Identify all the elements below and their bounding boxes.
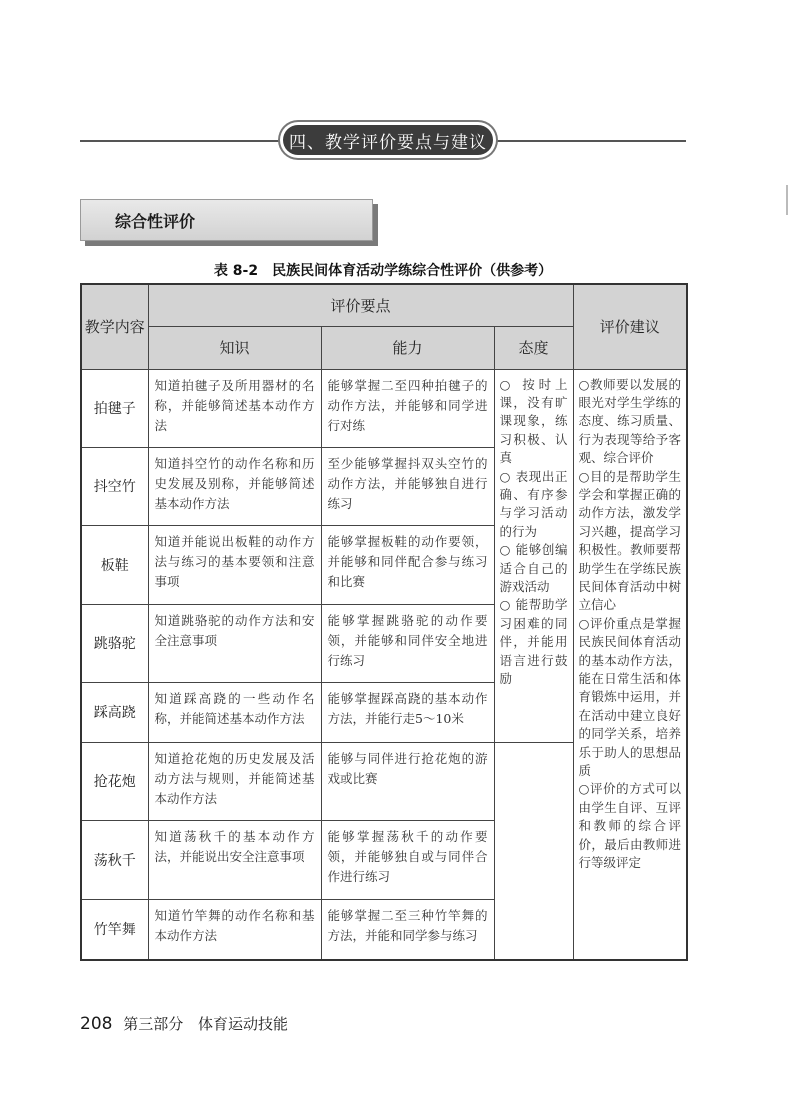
row-item: 板鞋 xyxy=(81,525,148,604)
row-ability: 能够与同伴进行抢花炮的游戏或比赛 xyxy=(321,742,494,820)
row-ability: 能够掌握二至四种拍毽子的动作方法，并能够和同学进行对练 xyxy=(321,369,494,447)
attitude-item: ○ 能够创编适合自己的游戏活动 xyxy=(499,542,568,594)
attitude-cell xyxy=(494,369,573,742)
row-knowledge: 知道拍毽子及所用器材的名称，并能够简述基本动作方法 xyxy=(148,369,321,447)
row-item: 抖空竹 xyxy=(81,447,148,525)
row-item: 竹竿舞 xyxy=(81,899,148,960)
table-row xyxy=(81,369,687,447)
row-ability: 至少能够掌握抖双头空竹的动作方法，并能够独自进行练习 xyxy=(321,447,494,525)
attitude-empty-cell xyxy=(494,742,573,960)
subsection-title: 综合性评价 xyxy=(115,211,196,231)
header-attitude: 态度 xyxy=(494,326,573,369)
row-knowledge: 知道踩高跷的一些动作名称，并能简述基本动作方法 xyxy=(148,682,321,742)
row-ability: 能够掌握二至三种竹竿舞的方法，并能和同学参与练习 xyxy=(321,899,494,960)
row-knowledge: 知道抖空竹的动作名称和历史发展及别称，并能够简述基本动作方法 xyxy=(148,447,321,525)
row-knowledge: 知道跳骆驼的动作方法和安全注意事项 xyxy=(148,604,321,682)
footer-part: 第三部分 xyxy=(123,1015,184,1033)
suggestion-item: ○目的是帮助学生学会和掌握正确的动作方法，激发学习兴趣，提高学习积极性。教师要帮助学生在学练民族民间体育活动中树立信心 xyxy=(578,468,682,613)
page-footer xyxy=(80,1013,288,1034)
section-title: 四、教学评价要点与建议 xyxy=(283,125,493,155)
header-knowledge: 知识 xyxy=(148,326,321,369)
row-ability: 能够掌握跳骆驼的动作要领，并能够和同伴安全地进行练习 xyxy=(321,604,494,682)
row-item: 跳骆驼 xyxy=(81,604,148,682)
attitude-item: ○ 能帮助学习困难的同伴，并能用语言进行鼓励 xyxy=(499,597,568,686)
row-knowledge: 知道并能说出板鞋的动作方法与练习的基本要领和注意事项 xyxy=(148,525,321,604)
header-suggestion: 评价建议 xyxy=(573,284,687,369)
header-points: 评价要点 xyxy=(148,284,573,326)
page-number: 208 xyxy=(80,1014,113,1034)
row-knowledge: 知道荡秋千的基本动作方法，并能说出安全注意事项 xyxy=(148,820,321,899)
attitude-item: ○ 表现出正确、有序参与学习活动的行为 xyxy=(499,468,568,539)
suggestion-item: ○教师要以发展的眼光对学生学练的态度、练习质量、行为表现等给予客观、综合评价 xyxy=(578,376,682,466)
attitude-item: ○ 按时上课，没有旷课现象，练习积极、认真 xyxy=(499,376,568,466)
row-ability: 能够掌握板鞋的动作要领，并能够和同伴配合参与练习和比赛 xyxy=(321,525,494,604)
row-knowledge: 知道竹竿舞的动作名称和基本动作方法 xyxy=(148,899,321,960)
row-item: 荡秋千 xyxy=(81,820,148,899)
suggestion-item: ○评价的方式可以由学生自评、互评和教师的综合评价，最后由教师进行等级评定 xyxy=(578,781,682,871)
page-edge-mark xyxy=(786,185,788,215)
header-ability: 能力 xyxy=(321,326,494,369)
row-item: 抢花炮 xyxy=(81,742,148,820)
suggestion-item: ○评价重点是掌握民族民间体育活动的基本动作方法，能在日常生活和体育锻炼中运用，并在活动中建立良好的同学关系，培养乐于助人的思想品质 xyxy=(578,615,682,779)
header-content: 教学内容 xyxy=(81,284,148,369)
row-ability: 能够掌握荡秋千的动作要领，并能够独自或与同伴合作进行练习 xyxy=(321,820,494,899)
row-ability: 能够掌握踩高跷的基本动作方法，并能行走5～10米 xyxy=(321,682,494,742)
subsection-heading xyxy=(80,199,373,241)
footer-chapter: 体育运动技能 xyxy=(198,1015,289,1033)
table-caption: 表 8-2 民族民间体育活动学练综合性评价（供参考） xyxy=(213,263,553,279)
row-knowledge: 知道抢花炮的历史发展及活动方法与规则，并能简述基本动作方法 xyxy=(148,742,321,820)
row-item: 拍毽子 xyxy=(81,369,148,447)
evaluation-table xyxy=(80,283,688,961)
row-item: 踩高跷 xyxy=(81,682,148,742)
suggestion-cell xyxy=(573,369,687,960)
